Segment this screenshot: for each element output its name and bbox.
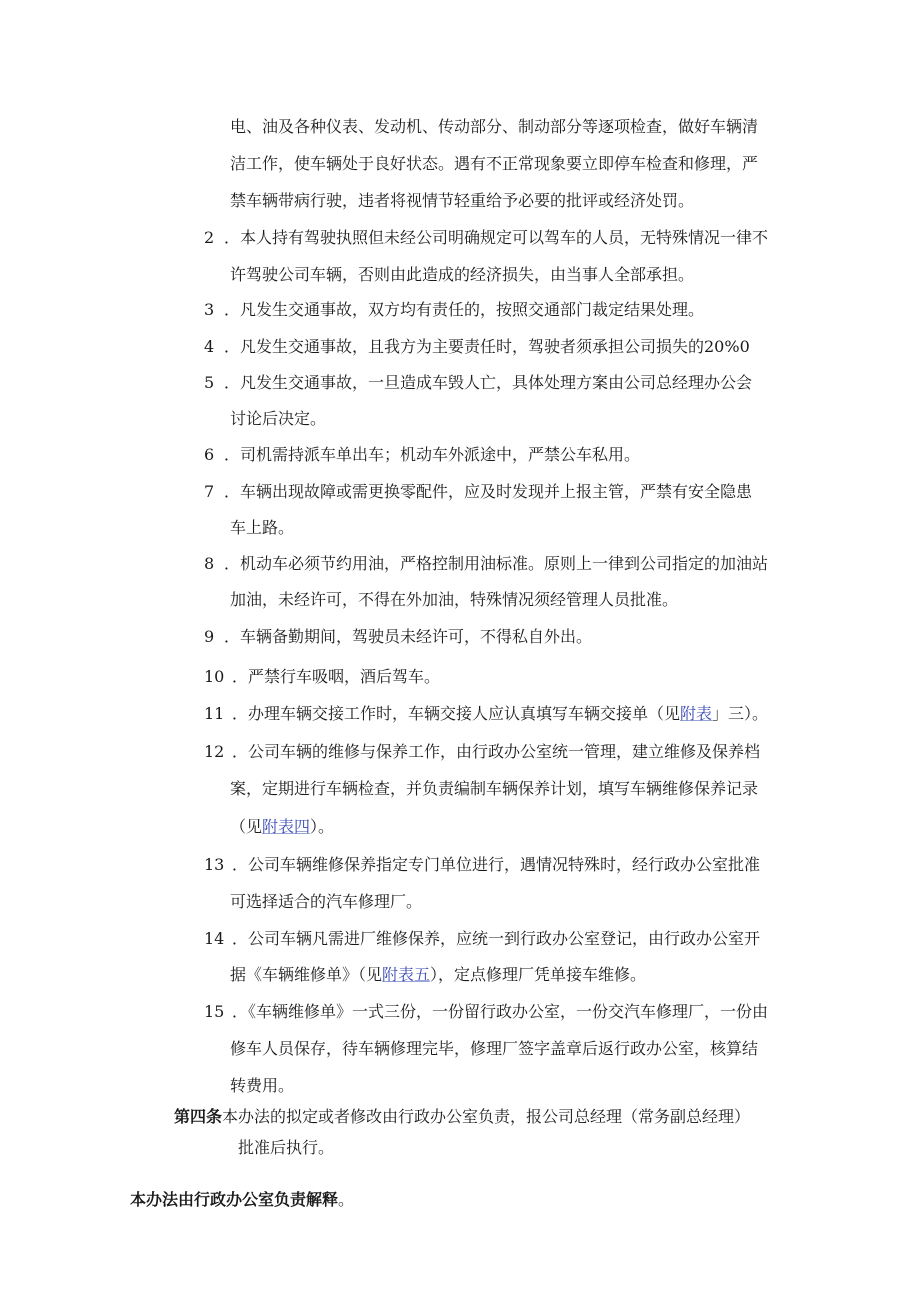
item-number: 3 bbox=[204, 300, 215, 319]
closing-statement bbox=[130, 1189, 354, 1211]
intro-line-1: 电、油及各种仪表、发动机、传动部分、制动部分等逐项检查，做好车辆清 bbox=[230, 117, 759, 136]
item-number: 8 bbox=[204, 554, 215, 573]
item-5-line-1: ．凡发生交通事故，一旦造成车毁人亡，具体处理方案由公司总经理办公会 bbox=[224, 373, 753, 392]
article-4-text: 本办法的拟定或者修改由行政办公室负责，报公司总经理（常务副总经理） bbox=[222, 1107, 751, 1126]
item-12-tail: ）。 bbox=[310, 817, 335, 836]
item-12-line-1: ．公司车辆的维修与保养工作，由行政办公室统一管理，建立维修及保养档 bbox=[232, 742, 761, 761]
item-13-line-2: 可选择适合的汽车修理厂。 bbox=[230, 892, 423, 911]
article-4 bbox=[174, 1106, 750, 1128]
item-7-line-2: 车上路。 bbox=[230, 518, 295, 537]
item-12-line-3 bbox=[230, 816, 334, 838]
item-6-line-1: ．司机需持派车单出车；机动车外派途中，严禁公车私用。 bbox=[224, 445, 641, 464]
item-2-line-2: 许驾驶公司车辆，否则由此造成的经济损失，由当事人全部承担。 bbox=[230, 265, 695, 284]
item-number: 6 bbox=[204, 445, 215, 464]
item-10-line-1: ．严禁行车吸咽，酒后驾车。 bbox=[232, 667, 441, 686]
item-number: 13 bbox=[204, 855, 225, 874]
article-label: 第四条 bbox=[174, 1107, 223, 1126]
item-12-line-2: 案，定期进行车辆检查，并负责编制车辆保养计划，填写车辆维修保养记录 bbox=[230, 779, 759, 798]
item-number: 14 bbox=[204, 929, 225, 948]
item-13-line-1: ．公司车辆维修保养指定专门单位进行，遇情况特殊时，经行政办公室批准 bbox=[232, 855, 761, 874]
item-15-line-2: 修车人员保存，待车辆修理完毕，修理厂签字盖章后返行政办公室，核算结 bbox=[230, 1039, 759, 1058]
item-11-tail: 」三）。 bbox=[712, 704, 769, 723]
item-15-line-1: ．《车辆维修单》一式三份，一份留行政办公室，一份交汽车修理厂，一份由 bbox=[232, 1002, 769, 1021]
item-number: 12 bbox=[204, 742, 225, 761]
item-number: 9 bbox=[204, 627, 215, 646]
item-5-line-2: 讨论后决定。 bbox=[230, 409, 327, 428]
item-number: 5 bbox=[204, 373, 215, 392]
intro-line-2: 洁工作，使车辆处于良好状态。遇有不正常现象要立即停车检查和修理，严 bbox=[230, 154, 759, 173]
item-3-line-1: ．凡发生交通事故，双方均有责任的，按照交通部门裁定结果处理。 bbox=[224, 300, 705, 319]
appendix-4-link[interactable]: 附表四 bbox=[262, 817, 311, 836]
item-11-text: ．办理车辆交接工作时，车辆交接人应认真填写车辆交接单（见 bbox=[232, 704, 681, 723]
item-12-text: （见 bbox=[230, 817, 263, 836]
item-number: 11 bbox=[204, 704, 225, 723]
item-4-line-1: ．凡发生交通事故，且我方为主要责任时，驾驶者须承担公司损失的20%0 bbox=[224, 337, 750, 356]
appendix-5-link[interactable]: 附表五 bbox=[382, 965, 431, 984]
item-number: 4 bbox=[204, 337, 215, 356]
closing-text: 本办法由行政办公室负责解释 bbox=[130, 1190, 339, 1209]
item-14-line-1: ．公司车辆凡需进厂维修保养，应统一到行政办公室登记，由行政办公室开 bbox=[232, 929, 761, 948]
item-11-line-1 bbox=[232, 703, 768, 725]
item-number: 7 bbox=[204, 482, 215, 501]
item-8-line-1: ．机动车必须节约用油，严格控制用油标准。原则上一律到公司指定的加油站 bbox=[224, 554, 769, 573]
appendix-link[interactable]: 附表 bbox=[680, 704, 713, 723]
item-2-line-1: ．本人持有驾驶执照但未经公司明确规定可以驾车的人员，无特殊情况一律不 bbox=[224, 228, 769, 247]
item-14-text: 据《车辆维修单》（见 bbox=[230, 965, 383, 984]
article-4-line-2: 批准后执行。 bbox=[238, 1138, 335, 1157]
item-14-line-2 bbox=[230, 964, 646, 986]
item-number: 15 bbox=[204, 1002, 225, 1021]
closing-tail: 。 bbox=[338, 1190, 355, 1209]
item-8-line-2: 加油，未经许可，不得在外加油，特殊情况须经管理人员批准。 bbox=[230, 590, 679, 609]
intro-line-3: 禁车辆带病行驶，违者将视情节轻重给予必要的批评或经济处罚。 bbox=[230, 191, 695, 210]
item-7-line-1: ．车辆出现故障或需更换零配件，应及时发现并上报主管，严禁有安全隐患 bbox=[224, 482, 753, 501]
item-15-line-3: 转费用。 bbox=[230, 1076, 295, 1095]
item-9-line-1: ．车辆备勤期间，驾驶员未经许可，不得私自外出。 bbox=[224, 627, 593, 646]
item-number: 2 bbox=[204, 228, 215, 247]
item-number: 10 bbox=[204, 667, 225, 686]
item-14-tail: ），定点修理厂凭单接车维修。 bbox=[430, 965, 647, 984]
